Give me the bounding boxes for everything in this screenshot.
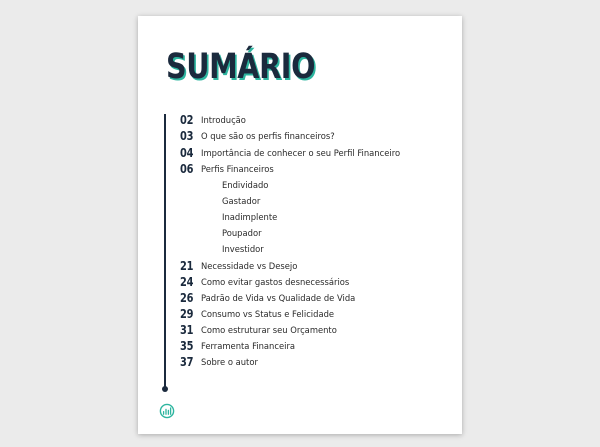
toc-subentry-label: Endividado	[222, 180, 269, 190]
toc-entry-label: Como evitar gastos desnecessários	[201, 277, 350, 287]
document-page	[138, 16, 462, 434]
toc-page-number: 37	[180, 355, 194, 369]
toc-page-number: 02	[180, 113, 194, 127]
toc-entry-label: Consumo vs Status e Felicidade	[201, 309, 335, 319]
toc-subentry-label: Gastador	[222, 196, 261, 206]
toc-subentry-label: Investidor	[222, 244, 264, 254]
toc-subentry-label: Inadimplente	[222, 212, 278, 222]
toc-page-number: 26	[180, 291, 194, 305]
toc-page-number: 29	[180, 307, 194, 321]
growth-chart-circle-icon	[159, 403, 175, 419]
toc-page-number: 31	[180, 323, 194, 337]
page-title: SUMÁRIO	[166, 47, 316, 87]
toc-entry-label: Como estruturar seu Orçamento	[201, 325, 337, 335]
toc-page-number: 04	[180, 146, 194, 160]
toc-entry-label: Perfis Financeiros	[201, 164, 274, 174]
toc-page-number: 06	[180, 162, 194, 176]
toc-page-number: 03	[180, 129, 194, 143]
toc-page-number: 24	[180, 275, 194, 289]
toc-entry-label: Ferramenta Financeira	[201, 341, 296, 351]
timeline-end-dot	[162, 386, 168, 392]
timeline-line	[164, 114, 166, 387]
toc-entry-label: Introdução	[201, 115, 246, 125]
toc-subentry-label: Poupador	[222, 228, 262, 238]
toc-entry-label: Importância de conhecer o seu Perfil Financeiro	[201, 148, 401, 158]
toc-page-number: 35	[180, 339, 194, 353]
toc-entry-label: Padrão de Vida vs Qualidade de Vida	[201, 293, 356, 303]
toc-entry-label: O que são os perfis financeiros?	[201, 131, 335, 141]
toc-entry-label: Necessidade vs Desejo	[201, 261, 298, 271]
toc-page-number: 21	[180, 259, 194, 273]
toc-entry-label: Sobre o autor	[201, 357, 258, 367]
